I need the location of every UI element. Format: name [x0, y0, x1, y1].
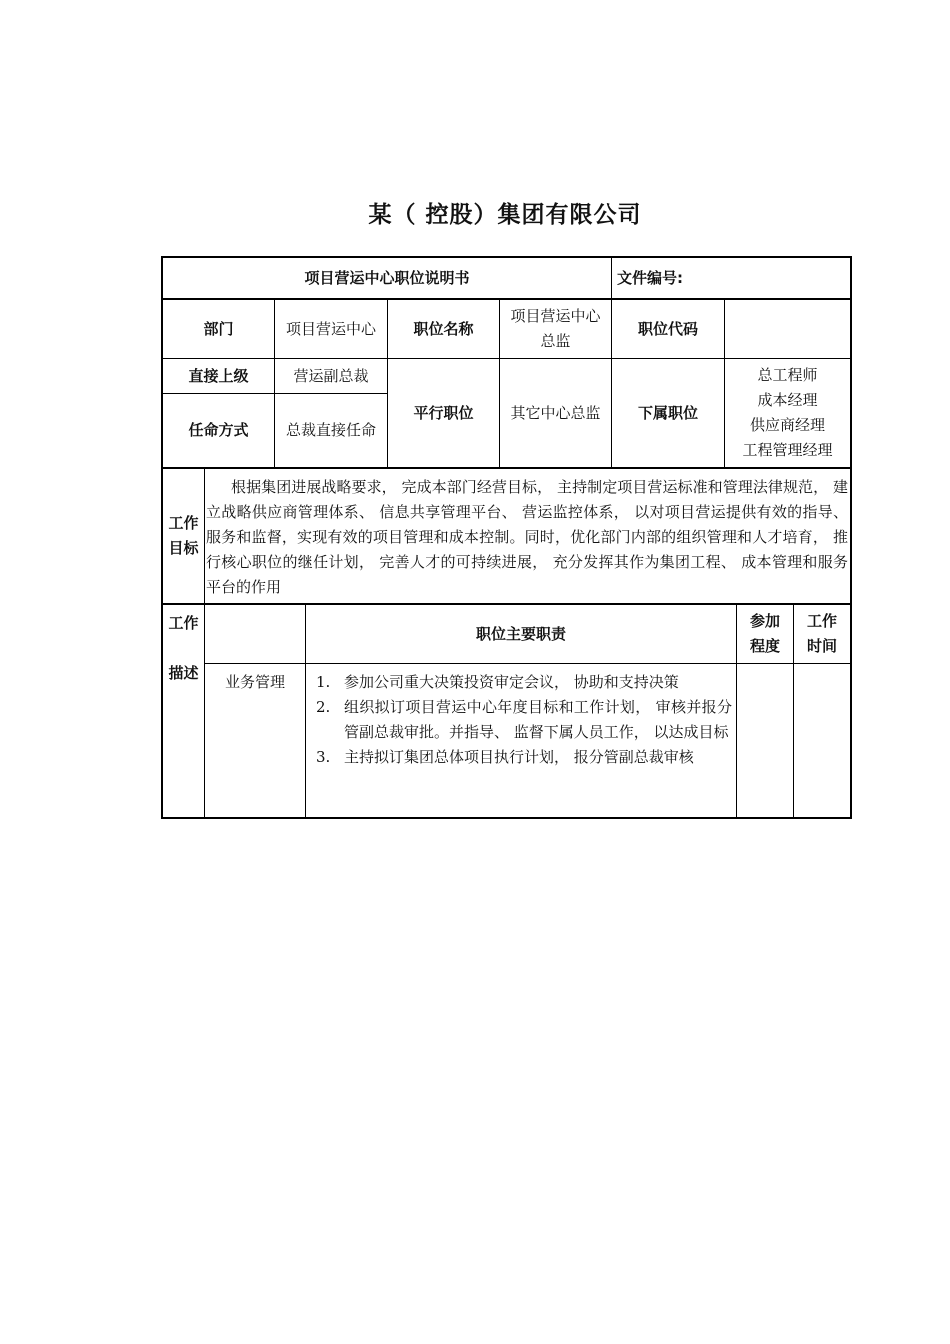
position-name-line: 项目营运中心	[510, 307, 601, 325]
parallel-position-label: 平行职位	[413, 403, 474, 422]
duty-item	[316, 745, 732, 770]
appointment-label: 任命方式	[188, 421, 249, 439]
position-name-value	[500, 300, 611, 358]
duty-item	[316, 670, 732, 695]
work-goal-label-line: 目标	[168, 539, 199, 557]
subordinate-list	[725, 359, 850, 467]
participation-header	[737, 605, 793, 663]
position-code-label: 职位代码	[637, 319, 698, 338]
work-time-header	[794, 605, 850, 663]
superior-value: 营运副总裁	[293, 366, 369, 385]
subordinate-item: 总工程师	[757, 366, 818, 384]
work-desc-label-line: 工作	[168, 613, 199, 632]
subordinate-item: 供应商经理	[749, 416, 825, 434]
duty-number: 2.	[316, 698, 331, 716]
duty-category: 业务管理	[224, 673, 285, 691]
participation-header-line: 参加	[749, 612, 780, 630]
work-time-header-line: 时间	[806, 637, 837, 655]
subordinate-item: 工程管理经理	[742, 441, 833, 459]
parallel-position-value: 其它中心总监	[510, 403, 601, 422]
col-line	[204, 467, 205, 818]
department-label: 部门	[203, 319, 234, 338]
work-goal-label	[163, 469, 204, 603]
work-desc-label-line: 描述	[168, 663, 199, 682]
subordinate-item: 成本经理	[757, 391, 818, 409]
row-line	[161, 467, 852, 469]
company-title: 某（ 控股）集团有限公司	[368, 202, 642, 228]
duties-list	[316, 670, 732, 770]
duty-text: 主持拟订集团总体项目执行计划， 报分管副总裁审核	[344, 748, 694, 766]
duty-text: 参加公司重大决策投资审定会议， 协助和支持决策	[344, 673, 679, 691]
duty-number: 1.	[316, 673, 331, 691]
duty-item	[316, 695, 732, 745]
file-number-label: 文件编号:	[617, 268, 683, 287]
position-name-label: 职位名称	[413, 319, 474, 338]
superior-label: 直接上级	[188, 366, 249, 385]
position-name-line: 总监	[540, 332, 571, 350]
duty-text: 组织拟订项目营运中心年度目标和工作计划， 审核并报分管副总裁审批。并指导、 监督下属人员工作， 以达成目标	[344, 698, 732, 741]
work-goal-text: 根据集团进展战略要求， 完成本部门经营目标， 主持制定项目营运标准和管理法律规范， 建立战略供应商管理体系、 信息共享管理平台、 营运监控体系， 以对项目营运提供有效的指导、 服务和监督，实现有效的项目管理和成本控制。同时，优化部门内部的组织管理和人才培育， 推行核心职位的继任计划， 完善人才的可持续进展， 充分发挥其作为集团工程、 成本管理和服务平台的作用	[206, 478, 848, 596]
duties-header: 职位主要职责	[475, 624, 566, 643]
position-code-value	[725, 300, 850, 358]
table-border-right	[850, 256, 852, 819]
form-title: 项目营运中心职位说明书	[304, 268, 470, 287]
work-goal-label-line: 工作	[168, 514, 199, 532]
table-border-bottom	[161, 817, 852, 819]
department-value: 项目营运中心	[285, 319, 376, 338]
subordinate-label: 下属职位	[637, 403, 698, 422]
work-time-header-line: 工作	[806, 612, 837, 630]
row-line	[204, 663, 852, 664]
participation-header-line: 程度	[749, 637, 780, 655]
appointment-value: 总裁直接任命	[285, 421, 376, 439]
duty-number: 3.	[316, 748, 331, 766]
